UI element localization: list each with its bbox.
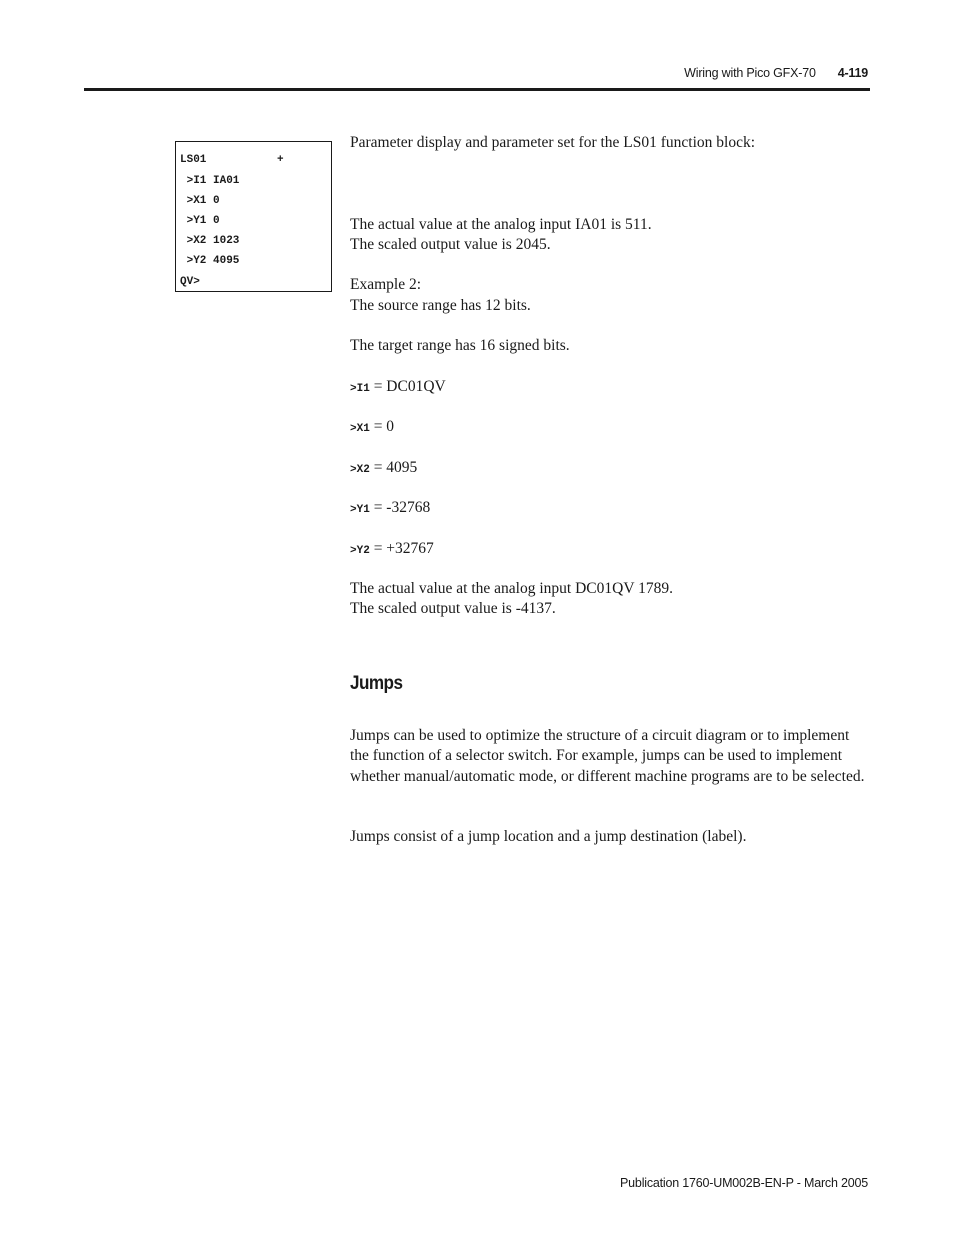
example2-actual: The actual value at the analog input DC01QV 1789.	[350, 580, 673, 597]
param-value: = 0	[369, 418, 395, 435]
param-i1	[350, 377, 446, 399]
example2-scaled: The scaled output value is -4137.	[350, 600, 556, 617]
lcd-line-y1: >Y1 0	[180, 215, 220, 227]
jumps-paragraph-1: Jumps can be used to optimize the structure of a circuit diagram or to implement the function of a selector switch. For example, jumps can be used to implement whether manual/automatic mode, or different machine programs are to be selected.	[350, 727, 865, 785]
chapter-title: Wiring with Pico GFX-70	[684, 66, 816, 80]
lcd-line-i1: >I1 IA01	[180, 175, 240, 187]
page-header	[684, 66, 868, 80]
example1-scaled: The scaled output value is 2045.	[350, 236, 551, 253]
intro-text: Parameter display and parameter set for the LS01 function block:	[350, 134, 756, 151]
header-rule	[84, 88, 870, 91]
param-name: >X1	[350, 423, 370, 435]
example2-source: The source range has 12 bits.	[350, 297, 531, 314]
lcd-line-x2: >X2 1023	[180, 235, 240, 247]
param-y2	[350, 539, 434, 561]
lcd-line-y2: >Y2 4095	[180, 255, 240, 267]
page-footer: Publication 1760-UM002B-EN-P - March 2005	[620, 1176, 868, 1190]
param-y1	[350, 498, 430, 520]
param-name: >X2	[350, 464, 370, 476]
lcd-display	[175, 141, 332, 292]
example2-target: The target range has 16 signed bits.	[350, 337, 570, 354]
lcd-plus: +	[277, 154, 284, 166]
param-x1	[350, 417, 394, 439]
page-number: 4-119	[837, 66, 868, 80]
jumps-paragraph-2: Jumps consist of a jump location and a jump destination (label).	[350, 828, 747, 845]
param-value: = DC01QV	[369, 378, 446, 395]
example2-title: Example 2:	[350, 276, 422, 293]
param-value: = +32767	[369, 540, 434, 557]
param-x2	[350, 458, 417, 480]
section-heading-jumps: Jumps	[350, 673, 403, 694]
lcd-title: LS01	[180, 154, 207, 166]
param-name: >Y1	[350, 504, 370, 516]
lcd-line-qv: QV>	[180, 276, 200, 288]
example1-actual: The actual value at the analog input IA01 is 511.	[350, 216, 652, 233]
param-value: = -32768	[369, 499, 431, 516]
param-name: >I1	[350, 383, 370, 395]
param-name: >Y2	[350, 545, 370, 557]
param-value: = 4095	[369, 459, 418, 476]
lcd-line-x1: >X1 0	[180, 195, 220, 207]
